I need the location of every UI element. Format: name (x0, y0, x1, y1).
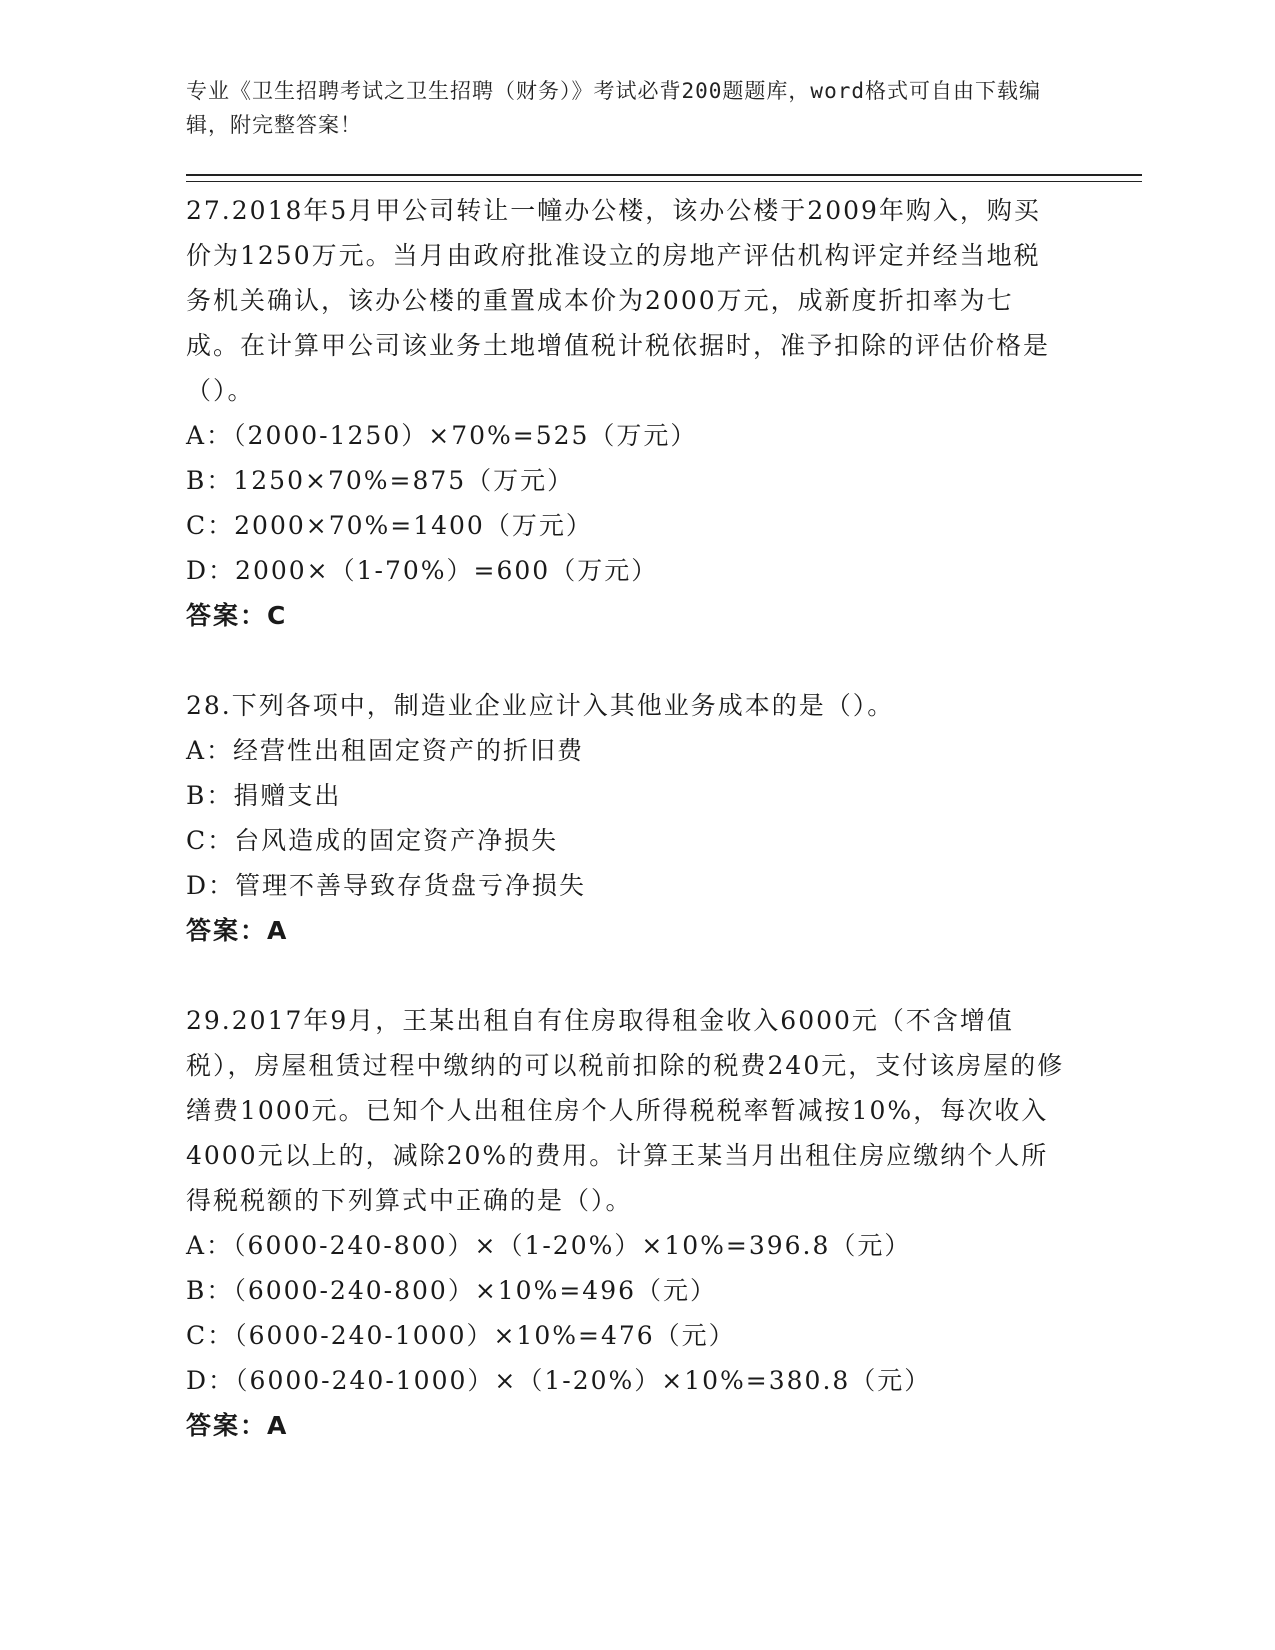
answer-line: 答案：A (186, 916, 289, 945)
option-a: A：（6000-240-800）×（1-20%）×10%=396.8（元） (186, 1231, 912, 1260)
question-28 (186, 683, 1066, 953)
option-c: C：2000×70%=1400（万元） (186, 511, 593, 540)
option-b: B：1250×70%=875（万元） (186, 466, 575, 495)
option-a: A：（2000-1250）×70%=525（万元） (186, 421, 698, 450)
question-list (186, 188, 1066, 1493)
option-b: B：捐赠支出 (186, 781, 342, 810)
option-d: D：管理不善导致存货盘亏净损失 (186, 871, 587, 900)
question-29 (186, 998, 1066, 1448)
answer-line: 答案：A (186, 1411, 289, 1440)
option-d: D：（6000-240-1000）×（1-20%）×10%=380.8（元） (186, 1366, 932, 1395)
option-b: B：（6000-240-800）×10%=496（元） (186, 1276, 718, 1305)
option-d: D：2000×（1-70%）=600（万元） (186, 556, 659, 585)
question-stem: 27.2018年5月甲公司转让一幢办公楼，该办公楼于2009年购入，购买价为1250万元。当月由政府批准设立的房地产评估机构评定并经当地税务机关确认，该办公楼的重置成本价为2000万元，成新度折扣率为七成。在计算甲公司该业务土地增值税计税依据时，准予扣除的评估价格是（）。 (186, 196, 1051, 405)
option-c: C：台风造成的固定资产净损失 (186, 826, 559, 855)
question-stem: 29.2017年9月，王某出租自有住房取得租金收入6000元（不含增值税），房屋租赁过程中缴纳的可以税前扣除的税费240元，支付该房屋的修缮费1000元。已知个人出租住房个人所得税税率暂减按10%，每次收入4000元以上的，减除20%的费用。计算王某当月出租住房应缴纳个人所得税税额的下列算式中正确的是（）。 (186, 1006, 1065, 1215)
question-stem: 28.下列各项中，制造业企业应计入其他业务成本的是（）。 (186, 691, 895, 720)
option-c: C：（6000-240-1000）×10%=476（元） (186, 1321, 736, 1350)
question-27 (186, 188, 1066, 638)
answer-line: 答案：C (186, 601, 288, 630)
header-divider-thin (186, 181, 1142, 182)
document-header: 专业《卫生招聘考试之卫生招聘（财务）》考试必背200题题库，word格式可自由下载编辑，附完整答案！ (186, 79, 1041, 137)
option-a: A：经营性出租固定资产的折旧费 (186, 736, 585, 765)
header-divider-thick (186, 174, 1142, 176)
